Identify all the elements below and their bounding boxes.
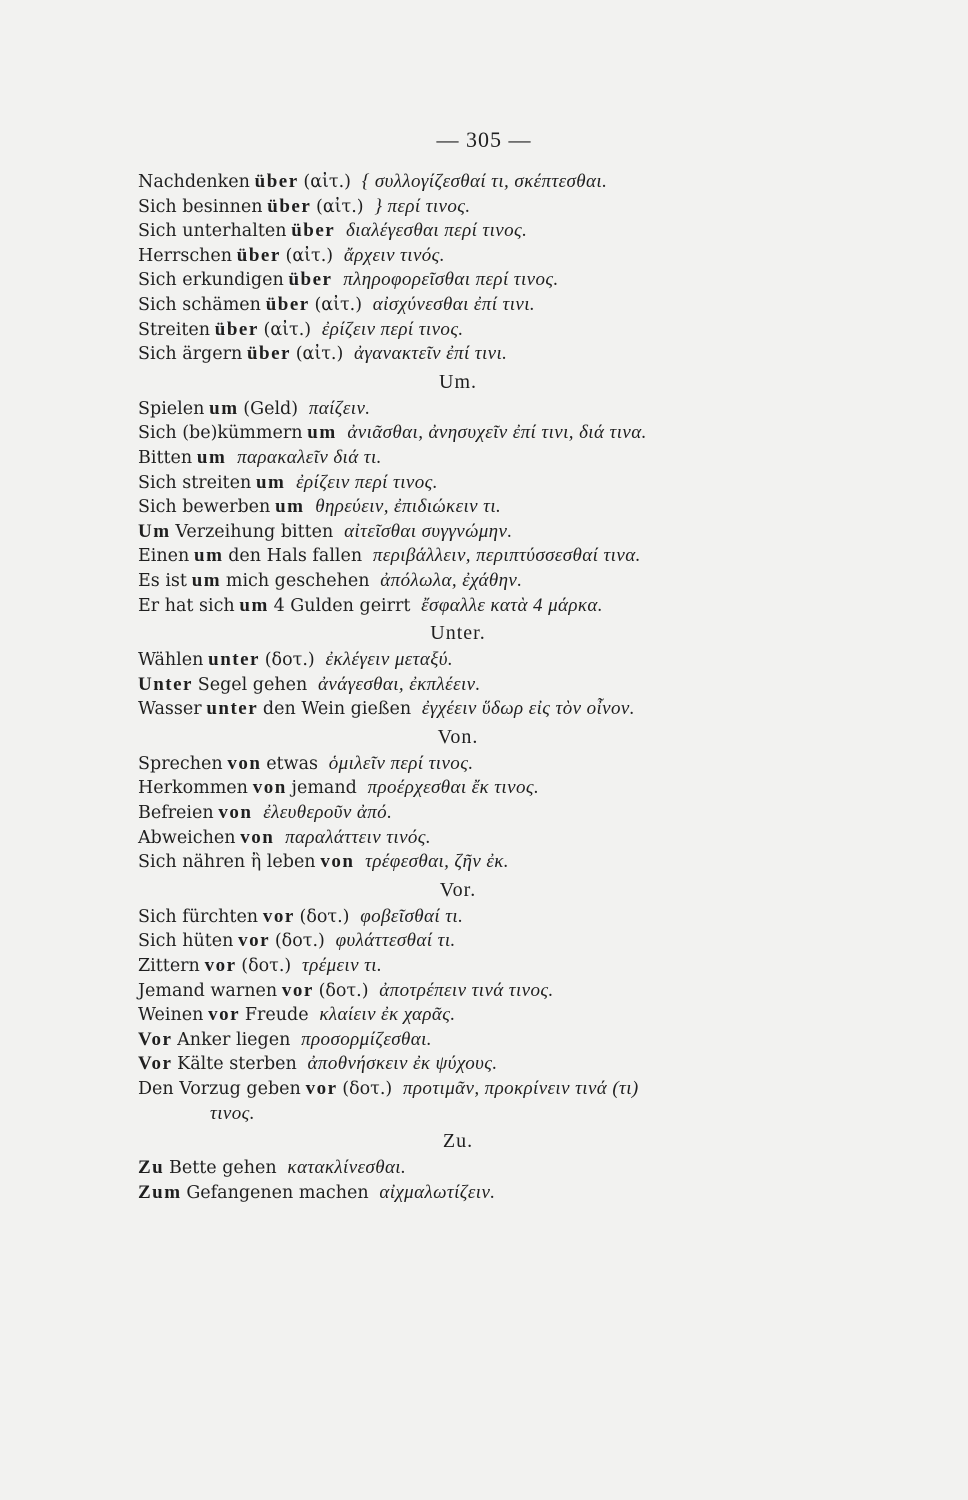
entry-line (138, 697, 778, 722)
german-phrase: Sich streiten (138, 472, 252, 493)
entry-line (138, 1052, 778, 1077)
german-complement: (αἰτ.) (285, 245, 334, 266)
entry-line (138, 318, 778, 343)
german-complement: (αἰτ.) (263, 319, 312, 340)
german-complement: (αἰτ.) (316, 196, 364, 217)
greek-translation: κατακλίνεσθαι. (287, 1157, 407, 1179)
entry-line (138, 170, 778, 195)
greek-translation: φυλάττεσθαί τι. (335, 930, 456, 952)
preposition: um (307, 422, 337, 444)
preposition: von (252, 777, 287, 799)
preposition: unter (208, 649, 260, 671)
greek-translation: ἐρίζειν περί τινος. (296, 471, 438, 493)
page-number: — 305 — (436, 127, 532, 152)
german-complement: (δοτ.) (318, 980, 369, 1001)
preposition: über (214, 318, 259, 340)
entry-line (138, 268, 778, 293)
preposition: über (246, 343, 291, 365)
german-phrase: Sich bewerben (138, 497, 271, 518)
section-heading: Zu. (442, 1130, 474, 1153)
german-phrase: Einen (138, 546, 190, 567)
greek-translation: ἀνιᾶσθαι, ἀνησυχεῖν ἐπί τινι, διά τινα. (347, 422, 647, 444)
entry-line (138, 397, 778, 422)
vocabulary-list (138, 170, 778, 1205)
german-phrase: Sich fürchten (138, 906, 259, 927)
entry-line (138, 594, 778, 619)
entry-line (138, 446, 778, 471)
preposition: um (255, 471, 286, 493)
german-complement: (δοτ.) (274, 931, 325, 952)
preposition: vor (281, 979, 314, 1001)
preposition: über (288, 269, 333, 291)
greek-translation: ἐλευθεροῦν ἀπό. (263, 802, 393, 824)
german-phrase: Sprechen (138, 753, 223, 774)
greek-translation: τρέμειν τι. (302, 955, 383, 977)
entry-line (138, 954, 778, 979)
entry-line (138, 495, 778, 520)
preposition: Zu (138, 1157, 165, 1179)
german-phrase: Wählen (138, 650, 204, 671)
german-phrase: Abweichen (138, 827, 236, 848)
german-phrase: Spielen (138, 398, 205, 419)
preposition: über (236, 244, 281, 266)
greek-translation: προτιμᾶν, προκρίνειν τινά (τι) (402, 1078, 639, 1099)
greek-translation: ἀποτρέπειν τινά τινος. (379, 979, 554, 1001)
greek-translation: διαλέγεσθαι περί τινος. (345, 220, 528, 242)
preposition: um (196, 446, 227, 468)
german-phrase: Streiten (138, 319, 210, 340)
german-complement: 4 Gulden geirrt (273, 595, 411, 616)
greek-translation: αἰσχύνεσθαι ἐπί τινι. (372, 293, 536, 315)
greek-translation: κλαίειν ἐκ χαρᾶς. (319, 1004, 456, 1026)
preposition: Unter (138, 673, 193, 695)
greek-translation: ὁμιλεῖν περί τινος. (328, 752, 474, 774)
greek-translation: αἰτεῖσθαι συγγνώμην. (344, 520, 513, 542)
german-complement: (αἰτ.) (314, 294, 363, 315)
preposition: über (254, 171, 299, 192)
german-phrase: Sich unterhalten (138, 221, 287, 242)
entry-line (138, 1077, 778, 1102)
german-complement: den Wein gießen (262, 699, 412, 720)
german-phrase: Wasser (138, 699, 202, 720)
german-complement: (δοτ.) (299, 906, 350, 927)
greek-translation: τρέφεσθαι, ζῆν ἐκ. (365, 851, 509, 873)
greek-translation: } περί τινος. (374, 195, 471, 217)
german-phrase: Sich (be)kümmern (138, 423, 303, 444)
german-complement: (Geld) (243, 398, 299, 419)
entry-line (138, 520, 778, 545)
entry-line (138, 569, 778, 594)
greek-translation: παραλάττειν τινός. (285, 826, 432, 848)
german-phrase: Sich erkundigen (138, 270, 284, 291)
preposition: um (194, 545, 224, 567)
german-complement: Gefangenen machen (186, 1182, 369, 1203)
preposition: von (218, 802, 253, 824)
greek-translation: ἀπόλωλα, ἐχάθην. (380, 569, 523, 591)
greek-translation: θηρεύειν, ἐπιδιώκειν τι. (315, 496, 502, 518)
preposition: Vor (138, 1053, 173, 1075)
entry-line (138, 1102, 778, 1127)
german-phrase: Es ist (138, 570, 187, 591)
german-complement: jemand (291, 778, 357, 799)
section-heading: Von. (437, 725, 479, 748)
greek-translation: προσορμίζεσθαι. (301, 1028, 432, 1050)
entry-line (138, 752, 778, 777)
preposition: vor (208, 1004, 241, 1026)
german-phrase: Nachdenken (138, 172, 250, 192)
german-phrase: Sich hüten (138, 931, 234, 952)
preposition: vor (305, 1078, 338, 1099)
entry-line (138, 195, 778, 220)
greek-translation: ἀνάγεσθαι, ἐκπλέειν. (318, 673, 481, 695)
greek-translation: πληροφορεῖσθαι περί τινος. (343, 269, 559, 291)
entry-line (138, 219, 778, 244)
entry-line (138, 673, 778, 698)
greek-translation: παρακαλεῖν διά τι. (237, 446, 382, 468)
german-phrase: Den Vorzug geben (138, 1079, 301, 1099)
entry-line (138, 905, 778, 930)
preposition: unter (206, 698, 259, 720)
german-complement: Anker liegen (177, 1029, 291, 1050)
preposition: über (265, 293, 310, 315)
section-heading: Vor. (439, 878, 477, 901)
german-complement: Segel gehen (197, 674, 308, 695)
german-phrase: Herrschen (138, 245, 233, 266)
preposition: um (191, 569, 222, 591)
german-complement: (αἰτ.) (295, 344, 344, 365)
german-phrase: Zittern (138, 956, 200, 977)
german-phrase: Weinen (138, 1005, 204, 1026)
greek-translation: τινος. (210, 1102, 255, 1124)
greek-translation: ἐρίζειν περί τινος. (321, 318, 464, 340)
greek-translation: παίζειν. (308, 397, 371, 419)
german-complement: (αἰτ.) (303, 172, 351, 192)
german-phrase: Bitten (138, 447, 193, 468)
german-phrase: Jemand warnen (138, 980, 278, 1001)
entry-line (138, 979, 778, 1004)
preposition: Zum (138, 1181, 182, 1203)
entry-line (138, 1156, 778, 1181)
entry-line (138, 1181, 778, 1206)
preposition: vor (262, 905, 295, 927)
greek-translation: προέρχεσθαι ἔκ τινος. (367, 777, 540, 799)
entry-line (138, 421, 778, 446)
greek-translation: { συλλογίζεσθαί τι, σκέπτεσθαι. (361, 171, 608, 192)
greek-translation: περιβάλλειν, περιπτύσσεσθαί τινα. (372, 545, 641, 567)
german-complement: (δοτ.) (241, 956, 292, 977)
preposition: von (227, 752, 262, 774)
entry-line (138, 801, 778, 826)
entry-line (138, 244, 778, 269)
german-phrase: Sich nähren ἢ leben (138, 852, 316, 873)
greek-translation: ἐγχέειν ὕδωρ εἰς τὸν οἶνον. (421, 698, 635, 720)
german-phrase: Befreien (138, 803, 214, 824)
greek-translation: ἀγανακτεῖν ἐπί τινι. (354, 343, 508, 365)
german-complement: etwas (266, 753, 318, 774)
german-phrase: Herkommen (138, 778, 248, 799)
preposition: über (291, 220, 336, 242)
preposition: von (320, 851, 355, 873)
preposition: um (275, 496, 305, 518)
entry-line (138, 929, 778, 954)
entry-line (138, 1003, 778, 1028)
preposition: Vor (138, 1028, 173, 1050)
preposition: um (209, 397, 239, 419)
greek-translation: αἰχμαλωτίζειν. (379, 1181, 496, 1203)
preposition: vor (238, 930, 271, 952)
german-complement: (δοτ.) (264, 650, 315, 671)
section-heading: Um. (439, 370, 477, 393)
entry-line (138, 776, 778, 801)
entry-line (138, 1028, 778, 1053)
greek-translation: ἀποθνήσκειν ἐκ ψύχους. (307, 1053, 498, 1075)
german-complement: Kälte sterben (177, 1054, 297, 1075)
greek-translation: ἄρχειν τινός. (343, 244, 445, 266)
entry-line (138, 471, 778, 496)
entry-line (138, 850, 778, 875)
section-heading: Unter. (430, 622, 486, 645)
german-phrase: Sich besinnen (138, 196, 263, 217)
entry-line (138, 293, 778, 318)
preposition: von (240, 826, 275, 848)
greek-translation: ἔσφαλλε κατὰ 4 μάρκα. (421, 594, 603, 616)
german-phrase: Er hat sich (138, 595, 235, 616)
greek-translation: φοβεῖσθαί τι. (360, 905, 464, 927)
preposition: Um (138, 520, 171, 542)
german-complement: Bette gehen (169, 1158, 277, 1179)
german-complement: mich geschehen (225, 570, 370, 591)
german-complement: (δοτ.) (342, 1079, 393, 1099)
german-phrase: Sich ärgern (138, 344, 243, 365)
entry-line (138, 342, 778, 367)
greek-translation: ἐκλέγειν μεταξύ. (325, 649, 454, 671)
preposition: über (267, 195, 312, 217)
entry-line (138, 544, 778, 569)
entry-line (138, 648, 778, 673)
preposition: vor (204, 955, 237, 977)
preposition: um (239, 594, 269, 616)
german-complement: Verzeihung bitten (175, 521, 334, 542)
german-complement: den Hals fallen (228, 546, 363, 567)
entry-line (138, 826, 778, 851)
german-complement: Freude (244, 1005, 309, 1026)
german-phrase: Sich schämen (138, 294, 261, 315)
